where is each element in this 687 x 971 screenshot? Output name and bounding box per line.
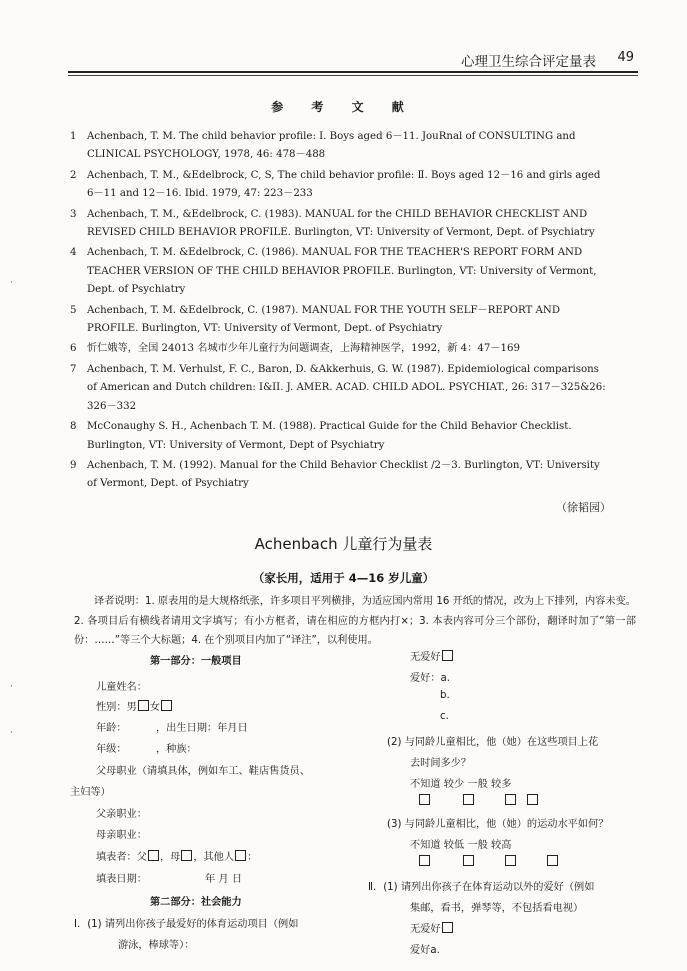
q3-unknown-checkbox[interactable]: [419, 855, 430, 866]
reference-number: 5: [70, 304, 77, 316]
hobby2-a: 爱好a.: [410, 945, 440, 956]
hobby-a: 爱好：a.: [410, 673, 451, 684]
author-credit: （徐韬园）: [556, 501, 611, 514]
reference-line: Achenbach, T. M., &Edelbrock, C, S, The child behavior profile: Ⅱ. Boys aged 12－16 and girls aged: [87, 169, 601, 181]
male-label: 男: [126, 702, 137, 713]
scale-title: Achenbach 儿童行为量表: [254, 535, 433, 553]
reference-line: Burlington, VT: University of Vermont, Dept of Psychiatry: [87, 439, 385, 451]
no-hobby-checkbox[interactable]: [442, 650, 453, 661]
q3-options: 不知道 较低 一般 较高: [410, 840, 512, 851]
filler-father-label: 父: [136, 852, 147, 863]
reference-line: Achenbach, T. M. The child behavior profile: I. Boys aged 6－11. JouRnal of CONSULTING and: [87, 131, 576, 142]
q4-text-line1: Ⅱ．(1) 请列出你孩子在体育运动以外的爱好（例如: [368, 882, 595, 893]
references-heading: 参 考 文 献: [271, 100, 416, 114]
q3-higher-checkbox[interactable]: [547, 855, 558, 866]
parent-occupation-line1: 父母职业（请填具体，例如车工、鞋店售货员、: [96, 766, 310, 777]
no-hobby-label-2: 无爱好: [410, 924, 441, 935]
q4-text-line2: 集邮，看书，弹琴等，不包括看电视）: [410, 903, 584, 914]
q3-lower-checkbox[interactable]: [463, 855, 474, 866]
hobby-c: c.: [440, 711, 449, 722]
q1-text-line1: Ⅰ．(1) 请列出你孩子最爱好的体育运动项目（例如: [74, 919, 299, 930]
q3-text: (3) 与同龄儿童相比，他（她）的运动水平如何？: [387, 819, 609, 830]
reference-line: 忻仁娥等，全国 24013 名城市少年儿童行为问题调查，上海精神医学，1992，新 4：47－169: [87, 343, 520, 355]
reference-line: Achenbach, T. M. &Edelbrock, C. (1987). MANUAL FOR THE YOUTH SELF－REPORT AND: [87, 304, 560, 316]
reference-line: of Vermont, Dept. of Psychiatry: [87, 478, 249, 490]
q2-text-line2: 去时间多少？: [410, 758, 472, 769]
header-title: 心理卫生综合评定量表: [461, 54, 596, 70]
no-hobby-option: [410, 648, 454, 663]
father-occupation-label: 父亲职业：: [96, 809, 147, 820]
grade-label: 年级：: [96, 744, 127, 755]
q1-text-line2: 游泳，棒球等）：: [118, 940, 195, 951]
part1-heading: 第一部分：一般项目: [150, 656, 242, 667]
q2-unknown-checkbox[interactable]: [419, 794, 430, 805]
no-hobby-checkbox-2[interactable]: [442, 922, 453, 933]
dob-label: ，出生日期：年月日: [156, 723, 248, 734]
reference-number: 2: [70, 169, 77, 181]
reference-line: 326－332: [87, 400, 137, 412]
reference-line: REVISED CHILD BEHAVIOR PROFILE. Burlington, VT: University of Vermont, Dept. of Psychiatry: [87, 227, 595, 239]
reference-line: CLINICAL PSYCHOLOGY, 1978, 46: 478－488: [87, 149, 326, 161]
translator-notes: 译者说明：1. 原表用的是大规格纸张，许多项目平列横排，为适应国内常用 16 开纸的情况，改为上下排列，内容未变。2. 各项目后有横线者请用文字填写；有小方框者，请在相应的方框内打×；3. 本表内容可分三个部份，翻译时加了“第一部份：……”等三个大标题；4. 在个别项目内加了“译注”，以利使用。: [74, 596, 636, 646]
scan-mark: ·: [10, 278, 13, 288]
reference-line: Achenbach, T. M. (1992). Manual for the Child Behavior Checklist /2－3. Burlington, VT: University: [87, 459, 600, 471]
reference-number: 4: [70, 247, 77, 259]
scan-mark: ·: [10, 682, 13, 692]
part2-heading: 第二部分：社会能力: [150, 897, 242, 908]
reference-line: 6－11 and 12－16. Ibid. 1979, 47: 223－233: [87, 188, 313, 200]
reference-number: 7: [70, 363, 77, 375]
mother-occupation-label: 母亲职业：: [96, 830, 147, 841]
date-fields: 年 月 日: [205, 874, 243, 885]
q2-more-checkbox[interactable]: [527, 794, 538, 805]
filler-field: 填表者：父 ，母 ，其他人 ：: [96, 852, 258, 863]
reference-line: PROFILE. Burlington, VT: University of Vermont, Dept. of Psychiatry: [87, 323, 443, 335]
reference-number: 1: [70, 131, 77, 142]
filler-mother-label: 母: [170, 852, 181, 863]
reference-line: TEACHER VERSION OF THE CHILD BEHAVIOR PROFILE. Burlington, VT: University of Vermont,: [87, 265, 597, 277]
page-number: 49: [617, 50, 634, 65]
scan-mark: ·: [10, 728, 13, 738]
filler-other-label: 其他人: [203, 852, 235, 863]
reference-line: Achenbach, T. M., &Edelbrock, C. (1983). MANUAL for the CHILD BEHAVIOR CHECKLIST AND: [87, 208, 588, 220]
reference-line: McConaughy S. H., Achenbach T. M. (1988). Practical Guide for the Child Behavior Checklist.: [87, 421, 572, 433]
date-label: 填表日期：: [96, 874, 147, 885]
female-label: 女: [149, 702, 160, 713]
reference-line: of American and Dutch children: I&II. J. AMER. ACAD. CHILD ADOL. PSYCHIAT., 26: 317－325&26:: [87, 382, 606, 394]
sex-label: 性别：: [96, 702, 127, 713]
q2-average-checkbox[interactable]: [505, 794, 516, 805]
reference-line: Dept. of Psychiatry: [87, 284, 186, 296]
reference-number: 9: [70, 459, 77, 471]
parent-occupation-line2: 主妇等）: [70, 787, 111, 798]
child-name-label: 儿童姓名：: [96, 682, 147, 693]
q3-average-checkbox[interactable]: [505, 855, 516, 866]
ethnicity-label: ，种族：: [156, 744, 197, 755]
no-hobby-label: 无爱好: [410, 652, 441, 663]
no-hobby-option-2: [410, 920, 454, 935]
q2-text-line1: (2) 与同龄儿童相比，他（她）在这些项目上花: [387, 737, 599, 748]
filler-label: 填表者：: [96, 852, 137, 863]
q2-less-checkbox[interactable]: [463, 794, 474, 805]
reference-number: 6: [70, 343, 77, 355]
q3-checkboxes: [418, 855, 559, 868]
reference-number: 8: [70, 421, 77, 433]
q2-options: 不知道 较少 一般 较多: [410, 779, 512, 790]
q2-checkboxes: [418, 794, 539, 807]
hobby-b: b.: [440, 690, 450, 701]
reference-number: 3: [70, 208, 77, 220]
reference-line: Achenbach, T. M. &Edelbrock, C. (1986). MANUAL FOR THE TEACHER'S REPORT FORM AND: [87, 247, 583, 259]
age-label: 年龄：: [96, 723, 127, 734]
reference-line: Achenbach, T. M. Verhulst, F. C., Baron, D. &Akkerhuis, G. W. (1987). Epidemiological comparisons: [87, 363, 599, 375]
scale-subtitle: （家长用，适用于 4—16 岁儿童）: [252, 571, 435, 585]
